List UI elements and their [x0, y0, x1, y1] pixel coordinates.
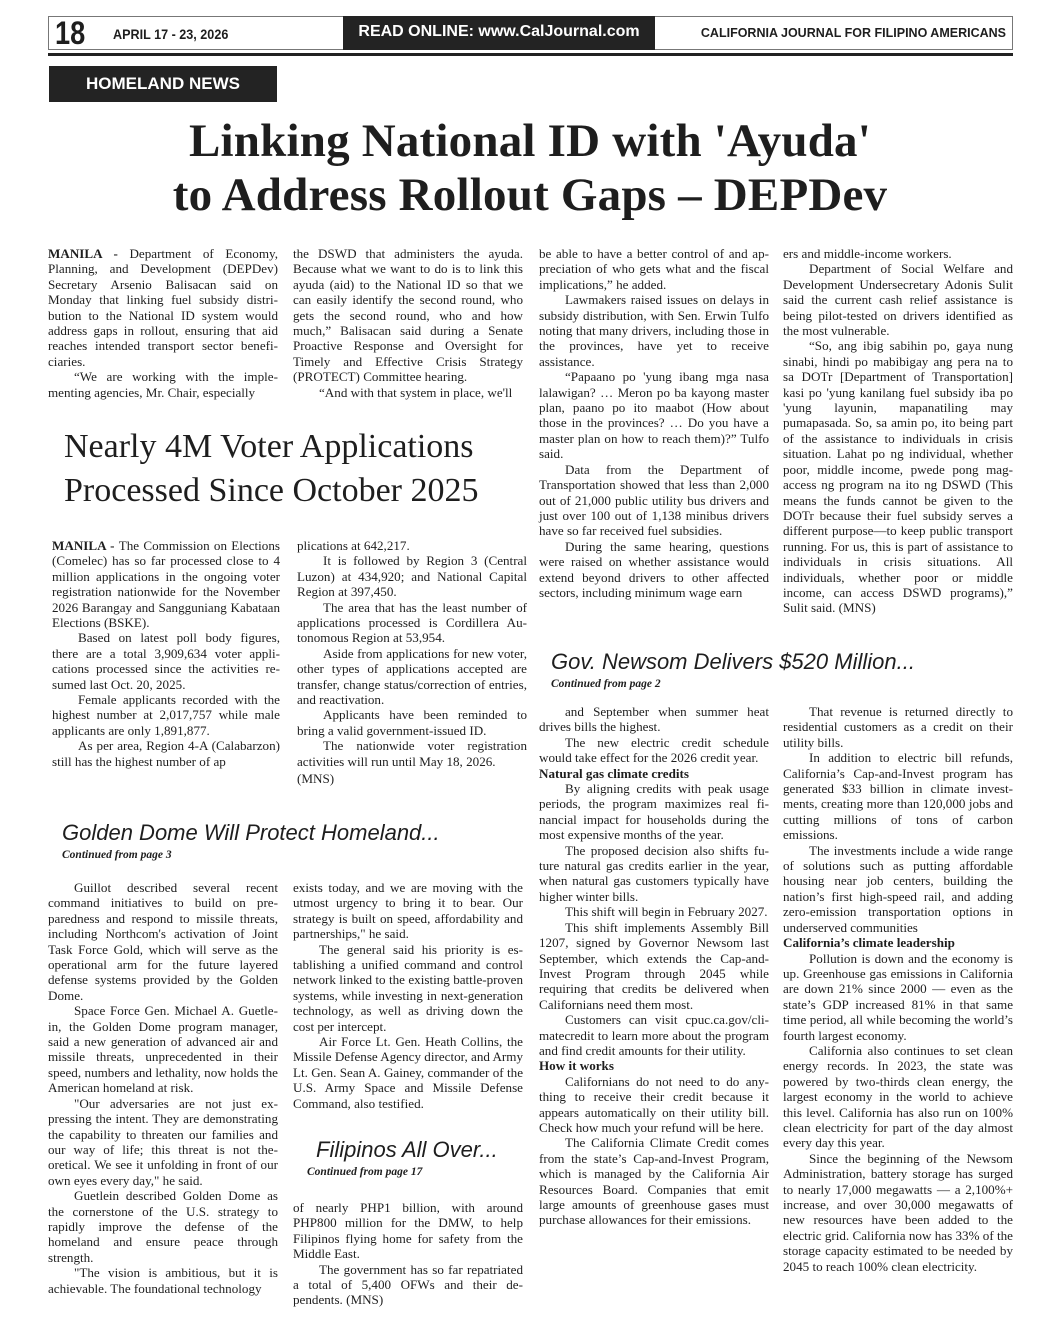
- article-paragraph: The proposed decision also shifts future natural gas credits earlier in the year, when natural gas customers typically have higher winter bills.: [539, 842, 769, 904]
- dateline: MANILA -: [52, 538, 119, 553]
- article5-continued-note[interactable]: Continued from page 2: [551, 678, 661, 690]
- article-paragraph: Pollution is down and the economy is up. Greenhouse gas emissions in California are down 21% since 2000 — even as the state’s GDP increased 81% in that same time period, all while becoming the world’s fourth largest economy.: [783, 950, 1013, 1043]
- article2-column-1: [52, 538, 280, 769]
- article-paragraph: The new electric credit schedule would take effect for the 2026 credit year.: [539, 734, 769, 766]
- article1-column-1: [48, 246, 278, 400]
- headline-line: to Address Rollout Gaps – DEPDev: [172, 169, 888, 221]
- page-number: 18: [55, 15, 86, 51]
- article-paragraph: In addition to electric bill refunds, California’s Cap-and-Invest program has generated $33 billion in climate investments, creating more than 120,000 jobs and cutting millions of tons of carbon emissions.: [783, 750, 1013, 843]
- article5-column-2: [783, 704, 1013, 1274]
- article-paragraph: The general said his priority is establishing a unified command and control network linked to the existing battle-proven systems, while investing in next-generation technology, as well as driving down the cost per intercept.: [293, 941, 523, 1034]
- article3-continued-note[interactable]: Continued from page 3: [62, 849, 172, 861]
- article-paragraph: of nearly PHP1 billion, with around PHP800 million for the DMW, to help Filipinos flying home for safety from the Middle East.: [293, 1200, 523, 1262]
- headline-line: Processed Since October 2025: [64, 472, 479, 509]
- article3-title: Golden Dome Will Protect Homeland...: [62, 820, 440, 845]
- article-paragraph: Space Force Gen. Michael A. Guetlein, the Golden Dome program manager, said a new generation of advanced air and missile threats, unprecedented in their speed, numbers and lethality, now holds the American homeland at risk.: [48, 1003, 278, 1096]
- section-tag: HOMELAND NEWS: [49, 66, 277, 102]
- article5-title: Gov. Newsom Delivers $520 Million...: [551, 649, 915, 674]
- article1-column-4: [783, 246, 1013, 616]
- article1-headline: [110, 114, 950, 222]
- article-paragraph: (MNS): [297, 771, 335, 787]
- read-online-banner[interactable]: READ ONLINE: www.CalJournal.com: [343, 16, 655, 50]
- article4-column: [293, 1200, 523, 1308]
- article-paragraph: “Papaano po 'yung ibang mga nasa lalawigan? … Meron po ba kayong master plan, paano po ito maabot (How about those in the provinces? … Do you have a master plan on how to reach them)?” Tulfo said.: [539, 369, 769, 462]
- article-paragraph: Customers can visit cpuc.ca.gov/climatecredit to learn more about the program and find credit amounts for their utility.: [539, 1012, 769, 1058]
- article-paragraph: be able to have a better control of and appreciation of who gets what and the fiscal implications,” he added.: [539, 246, 769, 292]
- article-paragraph: Air Force Lt. Gen. Heath Collins, the Missile Defense Agency director, and Army Lt. Gen. Sean A. Gainey, commander of the U.S. Army Space and Missile Defense Command, also testified.: [293, 1034, 524, 1111]
- article-paragraph: By aligning credits with peak usage periods, the program maximizes real financial impact for households during the most expensive months of the year.: [539, 781, 769, 843]
- dateline: MANILA -: [48, 246, 130, 261]
- article-paragraph: This shift implements Assembly Bill 1207, signed by Governor Newsom last September, which extends the Cap-and-Invest Program through 2045 while requiring that credits be delivered when Californians need them most.: [539, 919, 769, 1012]
- article-paragraph: During the same hearing, questions were raised on whether assistance would extend beyond drivers to other affected sectors, including minimum wage earn: [539, 538, 769, 600]
- article-paragraph: "Our adversaries are not just expressing the intent. They are demonstrating the capability to threaten our families and our way of life; this threat is not theoretical. We see it unfolding in front of our own eyes every day," he said.: [48, 1095, 278, 1188]
- article-paragraph: The government has so far repatriated a total of 5,400 OFWs and their dependents. (MNS): [293, 1261, 523, 1308]
- article1-column-2: [293, 246, 523, 400]
- paragraph-text: The Commission on Elections (Comelec) has so far processed close to 4 million applications in the ongoing voter registration nationwide for the November 2026 Barangay and Sangguniang Kabataan Elections (BSKE).: [52, 538, 280, 631]
- headline-line: Nearly 4M Voter Applications: [64, 428, 474, 465]
- article4-continued-note[interactable]: Continued from page 17: [307, 1166, 423, 1178]
- article5-column-1: [539, 704, 769, 1228]
- subhead: How it works: [539, 1058, 614, 1074]
- article-paragraph: Female applicants recorded with the highest number at 2,017,757 while male applicants are only 1,891,877.: [52, 692, 280, 738]
- article-paragraph: [48, 246, 278, 369]
- masthead-divider: [48, 53, 1013, 56]
- issue-date: APRIL 17 - 23, 2026: [113, 26, 229, 42]
- article-paragraph: Californians do not need to do anything to receive their credit because it appears automatically on their utility bill. Check how much your refund will be here.: [539, 1073, 769, 1135]
- article-paragraph: California also continues to set clean energy records. In 2023, the state was powered by two-thirds clean energy, the largest economy in the world to achieve this level. California has also run on 100% clean electricity for part of the day almost every day this year.: [783, 1042, 1013, 1151]
- article-paragraph: “So, ang ibig sabihin po, gaya nung sinabi, hindi po mabibigay ang pera na to sa DOTr [Department of Transportation] kasi po 'yung kanilang fuel subsidy iba po 'yung layunin, mapanatiling may pumapasada. So, sa amin po, ito being part of the assistance to individuals in crisis situation. Lahat po ng individual, whether poor, middle income, pwede pong mag-access ng program na ito ng DSWD (This means the funds cannot be given to the DOTr because their fuel subsidy serves a different purpose—to keep public transport running. For us, this is part of assistance to individuals in crisis situations. All individuals, whether poor or middle income, can access DSWD programs),” Sulit said. (MNS): [783, 338, 1013, 616]
- article-paragraph: It is followed by Region 3 (Central Luzon) at 434,920; and National Capital Region at 397,450.: [297, 553, 527, 600]
- article-paragraph: exists today, and we are moving with the utmost urgency to bring it to bear. Our strategy is built on speed, affordability and partnerships," he said.: [293, 880, 523, 942]
- article1-column-3: [539, 246, 769, 600]
- article-paragraph: ers and middle-income workers.: [783, 246, 952, 261]
- article-paragraph: The investments include a wide range of solutions such as putting affordable housing near job centers, building the nation’s first high-speed rail, and adding zero-emission transportation options in underserved communities: [783, 842, 1013, 935]
- article-paragraph: This shift will begin in February 2027.: [565, 904, 768, 920]
- article-paragraph: "The vision is ambitious, but it is achievable. The foundational technology: [48, 1265, 278, 1296]
- article-paragraph: Department of Social Welfare and Development Undersecretary Adonis Sulit said the current cash relief assistance is being pilot-tested on drivers identified as the most vulnerable.: [783, 261, 1013, 339]
- article-paragraph: The nationwide voter registration activities will run until May 18, 2026.: [297, 738, 527, 769]
- subhead: California’s climate leadership: [783, 935, 955, 951]
- article-paragraph: Guillot described several recent command initiatives to build on preparedness and respond to missile threats, including Northcom's activation of Joint Task Force Gold, which will serve as the operational arm for the future layered defense systems provided by the Golden Dome.: [48, 880, 278, 1003]
- publication-name: CALIFORNIA JOURNAL FOR FILIPINO AMERICANS: [700, 26, 1006, 40]
- article-paragraph: Based on latest poll body figures, there are a total 3,909,634 voter applications processed since the activities resumed last Oct. 20, 2025.: [52, 630, 280, 692]
- article-paragraph: Aside from applications for new voter, other types of applications accepted are transfer, change status/correction of entries, and reactivation.: [297, 645, 527, 708]
- article-paragraph: the DSWD that administers the ayuda. Because what we want to do is to link this ayuda (aid) to the National ID so that we can easily identify the second round, who gets the second round, who and how much,” Balisacan said during a Senate Proactive Response and Oversight for Timely and Effective Crisis Strategy (PROTECT) Committee hearing.: [293, 246, 523, 385]
- article-paragraph: Applicants have been reminded to bring a valid government-issued ID.: [297, 707, 527, 738]
- article-paragraph: Lawmakers raised issues on delays in subsidy distribution, with Sen. Erwin Tulfo noting that many drivers, including those in the provinces, have yet to receive assistance.: [539, 292, 769, 369]
- article2-column-2: [297, 538, 527, 787]
- article-paragraph: Guetlein described Golden Dome as the cornerstone of the U.S. strategy to rapidly improve the defense of the homeland and ensure peace through strength.: [48, 1188, 278, 1265]
- article3-column-1: [48, 880, 278, 1296]
- article2-headline: [64, 425, 524, 513]
- article3-column-2: [293, 880, 523, 1111]
- masthead: [48, 16, 1013, 50]
- article-paragraph: The California Climate Credit comes from the state’s Cap-and-Invest Program, which is managed by the California Air Resources Board. Companies that emit large amounts of greenhouse gases must purchase allowances for their emissions.: [539, 1135, 769, 1228]
- article-paragraph: and September when summer heat drives bills the highest.: [539, 704, 769, 735]
- article-paragraph: “And with that system in place, we'll: [319, 384, 513, 400]
- article-paragraph: As per area, Region 4-A (Calabarzon) still has the highest number of ap: [52, 738, 280, 769]
- article-paragraph: Data from the Department of Transportation showed that less than 2,000 out of 21,000 public utility bus drivers and just over 100 out of 1,138 minibus drivers have so far received fuel subsidies.: [539, 461, 769, 539]
- headline-line: Linking National ID with 'Ayuda': [188, 115, 871, 167]
- article-paragraph: That revenue is returned directly to residential customers as a credit on their utility bills.: [783, 704, 1013, 750]
- article-paragraph: “We are working with the implementing agencies, Mr. Chair, especially: [48, 369, 278, 400]
- article-paragraph: plications at 642,217.: [297, 538, 410, 553]
- article-paragraph: Since the beginning of the Newsom Administration, battery storage has surged to nearly 17,000 megawatts — a 2,100%+ increase, and over 30,000 megawatts of new resources have been added to the electric grid. California now has 33% of the storage capacity estimated to be needed by 2045 to reach 100% clean electricity.: [783, 1150, 1013, 1274]
- subhead: Natural gas climate credits: [539, 765, 689, 781]
- paragraph-text: Department of Economy, Planning, and Development (DEPDev) Secretary Arsenio Balisacan said on Monday that linking fuel subsidy distribution to the National ID system would address gaps in rollout, ensuring that aid reaches intended transport sector beneficiaries.: [48, 246, 278, 369]
- article-paragraph: The area that has the least number of applications processed is Cordillera Autonomous Region at 53,954.: [297, 599, 527, 646]
- article4-title: Filipinos All Over...: [316, 1137, 498, 1162]
- article-paragraph: [52, 538, 280, 630]
